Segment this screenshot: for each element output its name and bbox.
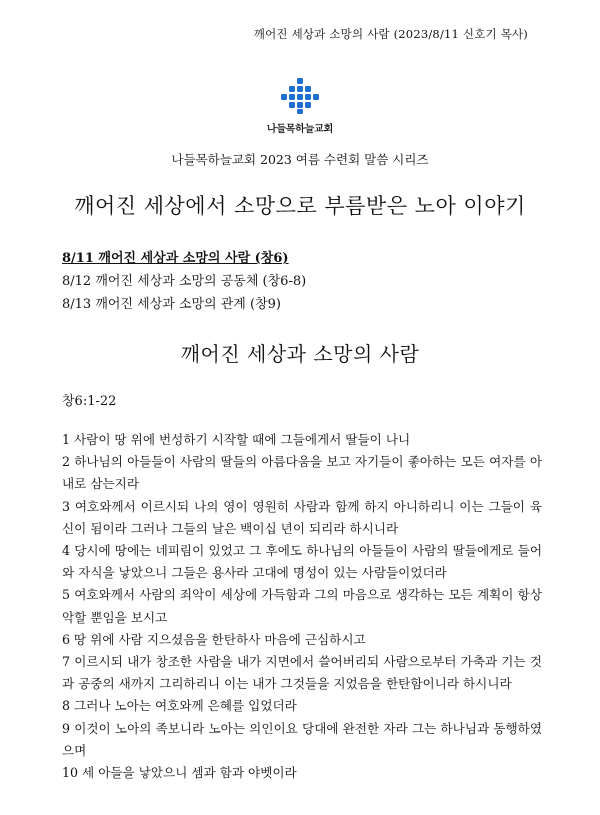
- verse: 5 여호와께서 사람의 죄악이 세상에 가득함과 그의 마음으로 생각하는 모든 계획이 항상 악할 뿐임을 보시고: [62, 587, 542, 625]
- verse: 10 세 아들을 낳았으니 셈과 함과 야벳이라: [62, 765, 297, 781]
- church-name-label: 나들목하늘교회: [266, 124, 334, 135]
- schedule-item-current: 8/11 깨어진 세상과 소망의 사람 (창6): [62, 251, 289, 266]
- verse: 4 당시에 땅에는 네피림이 있었고 그 후에도 하나님의 아들들이 사람의 딸들에게로 들어와 자식을 낳았으니 그들은 용사라 고대에 명성이 있는 사람들이었더라: [62, 543, 542, 581]
- church-logo: [0, 78, 600, 135]
- scripture-text: [62, 429, 542, 784]
- scripture-reference: 창6:1-22: [62, 394, 117, 409]
- verse: 7 이르시되 내가 창조한 사람을 내가 지면에서 쓸어버리되 사람으로부터 가축과 기는 것과 공중의 새까지 그리하리니 이는 내가 그것들을 지었음을 한탄함이니라 하시니라: [62, 654, 542, 692]
- verse: 8 그러나 노아는 여호와께 은혜를 입었더라: [62, 698, 297, 714]
- schedule-item: 8/13 깨어진 세상과 소망의 관계 (창9): [62, 297, 281, 312]
- running-header: 깨어진 세상과 소망의 사람 (2023/8/11 신호기 목사): [253, 27, 528, 41]
- verse: 1 사람이 땅 위에 번성하기 시작할 때에 그들에게서 딸들이 나니: [62, 432, 411, 447]
- sermon-schedule: [62, 247, 306, 316]
- church-logo-icon: [280, 78, 320, 114]
- verse: 3 여호와께서 이르시되 나의 영이 영원히 사람과 함께 하지 아니하리니 이는 그들이 육신이 됨이라 그러나 그들의 날은 백이십 년이 되리라 하시니라: [62, 498, 542, 536]
- series-title: 깨어진 세상에서 소망으로 부름받은 노아 이야기: [74, 194, 526, 218]
- verse: 9 이것이 노아의 족보니라 노아는 의인이요 당대에 완전한 자라 그는 하나님과 동행하였으며: [62, 720, 542, 758]
- verse: 2 하나님의 아들들이 사람의 딸들의 아름다움을 보고 자기들이 좋아하는 모든 여자를 아내로 삼는지라: [62, 454, 542, 492]
- series-subtitle: 나들목하늘교회 2023 여름 수련회 말씀 시리즈: [171, 152, 429, 167]
- sermon-title: 깨어진 세상과 소망의 사람: [180, 342, 420, 366]
- schedule-item: 8/12 깨어진 세상과 소망의 공동체 (창6-8): [62, 274, 307, 289]
- verse: 6 땅 위에 사람 지으셨음을 한탄하사 마음에 근심하시고: [62, 631, 366, 647]
